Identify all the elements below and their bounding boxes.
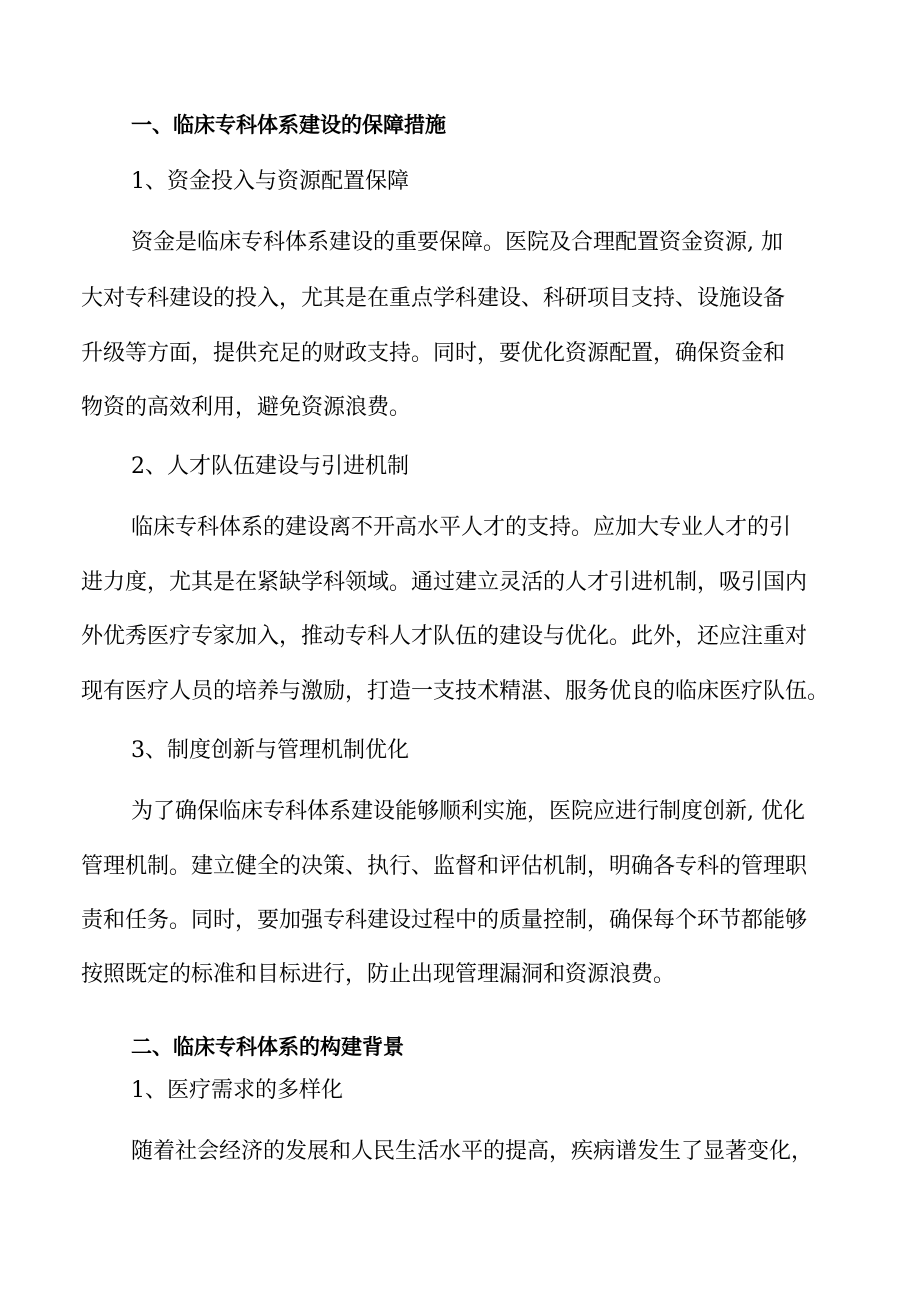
paragraph-line: 物资的高效利用，避免资源浪费。: [81, 395, 412, 420]
paragraph-line: 进力度，尤其是在紧缺学科领域。通过建立灵活的人才引进机制，吸引国内: [81, 570, 808, 595]
section1-sub1-heading: 1、资金投入与资源配置保障: [131, 169, 409, 194]
paragraph-line: 大对专科建设的投入，尤其是在重点学科建设、科研项目支持、设施设备: [81, 286, 786, 311]
paragraph-line: 责和任务。同时，要加强专科建设过程中的质量控制，确保每个环节都能够: [81, 908, 808, 933]
paragraph-line: 为了确保临床专科体系建设能够顺利实施，医院应进行制度创新, 优化: [131, 799, 805, 824]
paragraph-line: 按照既定的标准和目标进行，防止出现管理漏洞和资源浪费。: [81, 962, 676, 987]
paragraph-line: 资金是临床专科体系建设的重要保障。医院及合理配置资金资源, 加: [131, 230, 783, 255]
paragraph-line: 外优秀医疗专家加入，推动专科人才队伍的建设与优化。此外，还应注重对: [81, 624, 808, 649]
section1-sub2-heading: 2、人才队伍建设与引进机制: [131, 454, 409, 479]
section1-heading: 一、临床专科体系建设的保障措施: [131, 113, 446, 137]
section2-sub1-heading: 1、医疗需求的多样化: [131, 1078, 343, 1103]
section1-sub3-heading: 3、制度创新与管理机制优化: [131, 738, 409, 763]
section2-heading: 二、临床专科体系的构建背景: [131, 1035, 404, 1059]
paragraph-line: 现有医疗人员的培养与激励，打造一支技术精湛、服务优良的临床医疗队伍。: [81, 679, 830, 704]
paragraph-line: 升级等方面，提供充足的财政支持。同时，要优化资源配置，确保资金和: [81, 341, 786, 366]
paragraph-line: 随着社会经济的发展和人民生活水平的提高，疾病谱发生了显著变化，: [131, 1139, 814, 1164]
paragraph-line: 管理机制。建立健全的决策、执行、监督和评估机制，明确各专科的管理职: [81, 854, 808, 879]
paragraph-line: 临床专科体系的建设离不开高水平人才的支持。应加大专业人才的引: [131, 515, 792, 540]
